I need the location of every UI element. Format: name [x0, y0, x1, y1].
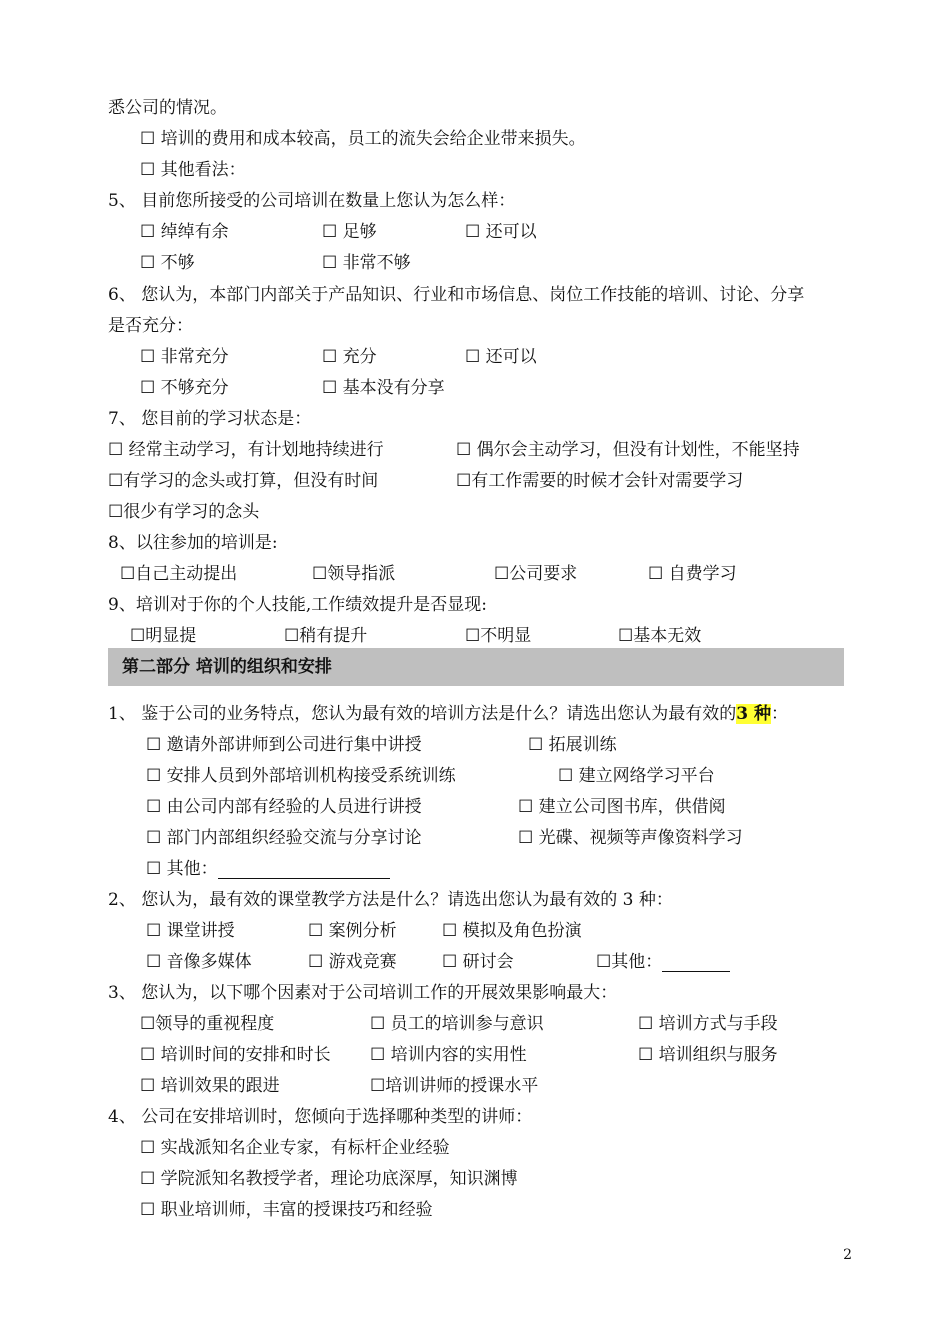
s2q2-option-role-play[interactable]: ☐ 模拟及角色扮演	[442, 921, 582, 941]
q7-option-no-time[interactable]: ☐有学习的念头或打算，但没有时间	[108, 471, 379, 491]
s2q3-option-scheduling[interactable]: ☐ 培训时间的安排和时长	[140, 1045, 331, 1065]
q6-option-insufficient[interactable]: ☐ 不够充分	[140, 378, 229, 398]
s2q2-option-other[interactable]	[596, 947, 730, 972]
q5-option-very-not-enough[interactable]: ☐ 非常不够	[322, 253, 411, 273]
section-2-header	[108, 648, 844, 686]
s2q1-option-other-label: ☐ 其他：	[146, 859, 218, 879]
q7-option-on-demand[interactable]: ☐有工作需要的时候才会针对需要学习	[456, 471, 744, 491]
s2q1-option-e-learning[interactable]: ☐ 建立网络学习平台	[558, 766, 715, 786]
s2q2-option-other-label: ☐其他：	[596, 952, 663, 972]
s2q1-option-outward-bound[interactable]: ☐ 拓展训练	[528, 735, 617, 755]
page-number: 2	[843, 1247, 852, 1263]
s2q3-option-participation[interactable]: ☐ 员工的培训参与意识	[370, 1014, 544, 1034]
q5-option-ok[interactable]: ☐ 还可以	[465, 222, 537, 242]
s2q4-option-academic[interactable]: ☐ 学院派知名教授学者，理论功底深厚，知识渊博	[140, 1169, 518, 1189]
s2q1-option-library[interactable]: ☐ 建立公司图书库，供借阅	[518, 797, 726, 817]
s2q1-option-external-institution[interactable]: ☐ 安排人员到外部培训机构接受系统训练	[146, 766, 456, 786]
s2q2-option-games[interactable]: ☐ 游戏竞赛	[308, 952, 397, 972]
q7-option-occasional[interactable]: ☐ 偶尔会主动学习，但没有计划性，不能坚持	[456, 440, 800, 460]
question-5: 5、 目前您所接受的公司培训在数量上您认为怎么样：	[108, 191, 516, 211]
option-other-view[interactable]: ☐ 其他看法：	[140, 160, 246, 180]
option-cost[interactable]: ☐ 培训的费用和成本较高，员工的流失会给企业带来损失。	[140, 129, 586, 149]
s2q1-option-av-materials[interactable]: ☐ 光碟、视频等声像资料学习	[518, 828, 743, 848]
q6-option-sufficient[interactable]: ☐ 充分	[322, 347, 377, 367]
s2-question-1-text: 1、 鉴于公司的业务特点，您认为最有效的培训方法是什么？请选出您认为最有效的	[108, 704, 737, 724]
q7-option-rarely[interactable]: ☐很少有学习的念头	[108, 502, 260, 522]
s2q3-option-content[interactable]: ☐ 培训内容的实用性	[370, 1045, 527, 1065]
s2q3-option-trainer-level[interactable]: ☐培训讲师的授课水平	[370, 1076, 539, 1096]
s2q3-option-follow-up[interactable]: ☐ 培训效果的跟进	[140, 1076, 280, 1096]
s2q4-option-professional-trainer[interactable]: ☐ 职业培训师，丰富的授课技巧和经验	[140, 1200, 433, 1220]
question-9: 9、培训对于你的个人技能,工作绩效提升是否显现:	[108, 595, 487, 615]
q9-option-not-obvious[interactable]: ☐不明显	[465, 626, 532, 646]
q9-option-no-effect[interactable]: ☐基本无效	[618, 626, 702, 646]
section-2-title: 第二部分 培训的组织和安排	[122, 657, 332, 677]
question-6-line1: 6、 您认为，本部门内部关于产品知识、行业和市场信息、岗位工作技能的培训、讨论、分享	[108, 285, 805, 305]
q6-option-ok[interactable]: ☐ 还可以	[465, 347, 537, 367]
s2q3-option-methods[interactable]: ☐ 培训方式与手段	[638, 1014, 778, 1034]
q6-option-very-sufficient[interactable]: ☐ 非常充分	[140, 347, 229, 367]
s2q1-other-blank[interactable]	[218, 860, 390, 879]
s2-question-2: 2、 您认为，最有效的课堂教学方法是什么？请选出您认为最有效的 3 种：	[108, 890, 673, 910]
s2q3-option-organization[interactable]: ☐ 培训组织与服务	[638, 1045, 778, 1065]
s2q1-option-external-lecturer[interactable]: ☐ 邀请外部讲师到公司进行集中讲授	[146, 735, 422, 755]
question-7: 7、 您目前的学习状态是：	[108, 409, 312, 429]
s2q2-option-lecture[interactable]: ☐ 课堂讲授	[146, 921, 235, 941]
s2q3-option-leadership[interactable]: ☐领导的重视程度	[140, 1014, 275, 1034]
s2-question-3: 3、 您认为，以下哪个因素对于公司培训工作的开展效果影响最大：	[108, 983, 618, 1003]
q9-option-slight[interactable]: ☐稍有提升	[284, 626, 368, 646]
s2-question-4: 4、 公司在安排培训时，您倾向于选择哪种类型的讲师：	[108, 1107, 533, 1127]
q8-option-company[interactable]: ☐公司要求	[494, 564, 578, 584]
q5-option-enough[interactable]: ☐ 足够	[322, 222, 377, 242]
s2-question-1-colon: ：	[770, 704, 788, 724]
s2-question-1-highlight: 3 种	[736, 704, 771, 724]
s2q2-option-case-study[interactable]: ☐ 案例分析	[308, 921, 397, 941]
s2q2-option-seminar[interactable]: ☐ 研讨会	[442, 952, 514, 972]
s2q2-other-blank[interactable]	[662, 953, 730, 972]
q5-option-plenty[interactable]: ☐ 绰绰有余	[140, 222, 229, 242]
continued-text: 悉公司的情况。	[108, 98, 227, 118]
q9-option-obvious[interactable]: ☐明显提	[130, 626, 197, 646]
q6-option-no-sharing[interactable]: ☐ 基本没有分享	[322, 378, 445, 398]
s2q1-option-experience-sharing[interactable]: ☐ 部门内部组织经验交流与分享讨论	[146, 828, 422, 848]
q8-option-self-paid[interactable]: ☐ 自费学习	[648, 564, 737, 584]
s2q2-option-multimedia[interactable]: ☐ 音像多媒体	[146, 952, 252, 972]
q8-option-self[interactable]: ☐自己主动提出	[120, 564, 238, 584]
q7-option-active-planned[interactable]: ☐ 经常主动学习，有计划地持续进行	[108, 440, 384, 460]
q5-option-not-enough[interactable]: ☐ 不够	[140, 253, 195, 273]
question-8: 8、以往参加的培训是:	[108, 533, 278, 553]
s2q1-option-other[interactable]	[146, 854, 390, 879]
s2q1-option-internal-experts[interactable]: ☐ 由公司内部有经验的人员进行讲授	[146, 797, 422, 817]
q8-option-assigned[interactable]: ☐领导指派	[312, 564, 396, 584]
question-6-line2: 是否充分：	[108, 316, 193, 336]
s2-question-1	[108, 699, 788, 724]
s2q4-option-practitioner[interactable]: ☐ 实战派知名企业专家，有标杆企业经验	[140, 1138, 450, 1158]
